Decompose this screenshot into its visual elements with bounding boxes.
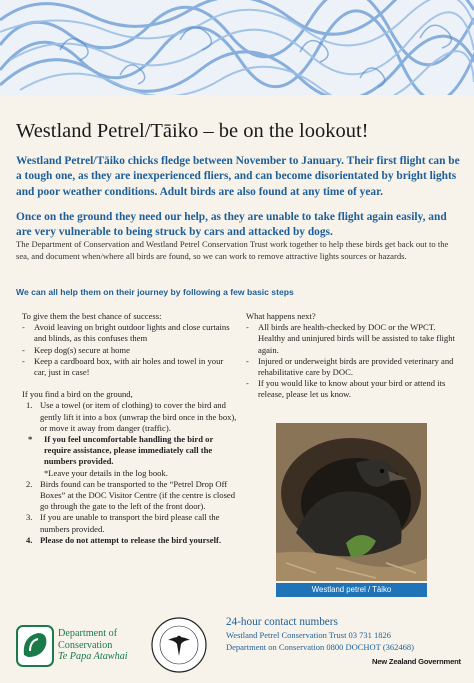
found-heading: If you find a bird on the ground, xyxy=(22,389,133,400)
tips-list xyxy=(22,322,237,378)
assistance-note xyxy=(28,434,237,468)
step-text: Please do not attempt to release the bird yourself. xyxy=(40,534,221,545)
step-number: 2. xyxy=(26,478,33,489)
list-item: - If you would like to know about your bird or attend its release, please let us know. xyxy=(246,378,456,400)
left-column xyxy=(22,311,237,546)
doc-branding xyxy=(16,621,146,671)
step-number: 4. xyxy=(26,534,33,545)
step-number: 1. xyxy=(26,400,33,411)
list-item: - Keep dog(s) secure at home xyxy=(22,345,237,356)
wave-pattern xyxy=(0,0,474,95)
steps-subheading: We can all help them on their journey by following a few basic steps xyxy=(16,287,294,297)
contact-doc: Department on Conservation 0800 DOCHOT (362468) xyxy=(226,642,414,652)
next-heading: What happens next? xyxy=(246,311,316,321)
doc-logo-icon xyxy=(16,625,54,667)
steps-list xyxy=(22,400,237,434)
doc-name-line1: Department of xyxy=(58,628,118,639)
list-item xyxy=(22,479,237,513)
intro-paragraph-2: Once on the ground they need our help, as they are unable to take flight again easily, and are very vulnerable to being struck by cars and attacked by dogs. xyxy=(16,211,447,239)
list-item: - All birds are health-checked by DOC or the WPCT. Healthy and uninjured birds will be assisted to take flight again. xyxy=(246,322,456,356)
list-item xyxy=(22,512,237,534)
petrel-image xyxy=(276,423,427,581)
intro-paragraph: Westland Petrel/Tāiko chicks fledge between November to January. Their first flight can be a tough one, as they are inexperienced fliers, and can become disorientated by bright lights and poor weather conditions. Adult birds are also found at any time of year. xyxy=(16,155,460,198)
page-title: Westland Petrel/Tāiko – be on the lookout! xyxy=(16,120,369,142)
steps-list-continued xyxy=(22,479,237,546)
body-paragraph: The Department of Conservation and Westland Petrel Conservation Trust work together to help these birds get back out to the sea, and document when/where all birds are found, so we can work to remove attractive lights sources or hazards. xyxy=(16,239,449,262)
doc-maori-name: Te Papa Atawhai xyxy=(58,651,128,663)
tips-heading: To give them the best chance of success: xyxy=(22,311,162,321)
photo-caption: Westland petrel / Tāiko xyxy=(276,583,427,597)
list-item: - Keep a cardboard box, with air holes and towel in your car, just in case! xyxy=(22,356,237,378)
list-item xyxy=(22,535,237,546)
step-number: 3. xyxy=(26,512,33,523)
log-book-note: *Leave your details in the log book. xyxy=(44,467,168,478)
doc-name-line2: Conservation xyxy=(58,639,113,651)
contact-wpct: Westland Petrel Conservation Trust 03 731 1826 xyxy=(226,630,392,640)
nz-government-logo: New Zealand Government xyxy=(372,657,461,666)
step-text: Use a towel (or item of clothing) to cover the bird and gently lift it into a box (unwrap the bird once in the box), or move it away from danger (traffic). xyxy=(40,400,237,433)
wave-banner xyxy=(0,0,474,95)
step-text: If you are unable to transport the bird please call the numbers provided. xyxy=(40,512,220,534)
doc-name xyxy=(58,628,128,663)
contact-heading: 24-hour contact numbers xyxy=(226,616,338,628)
star-mark: * xyxy=(28,434,33,445)
list-item: - Avoid leaving on bright outdoor lights and close curtains and blinds, as this confuses them xyxy=(22,322,237,344)
assistance-note-text: If you feel uncomfortable handling the bird or require assistance, please immediately call the numbers provided. xyxy=(44,434,214,467)
list-item: - Injured or underweight birds are provided veterinary and rehabilitative care by DOC. xyxy=(246,356,456,378)
wpct-logo xyxy=(150,616,208,679)
right-column xyxy=(246,311,456,401)
step-text: Birds found can be transported to the “Petrel Drop Off Boxes” at the DOC Visitor Centre (if the centre is closed go through the gate to the left of the front door). xyxy=(40,478,236,512)
list-item xyxy=(22,400,237,434)
petrel-photo xyxy=(276,423,427,581)
wpct-logo-icon xyxy=(150,616,208,674)
next-list xyxy=(246,322,456,400)
